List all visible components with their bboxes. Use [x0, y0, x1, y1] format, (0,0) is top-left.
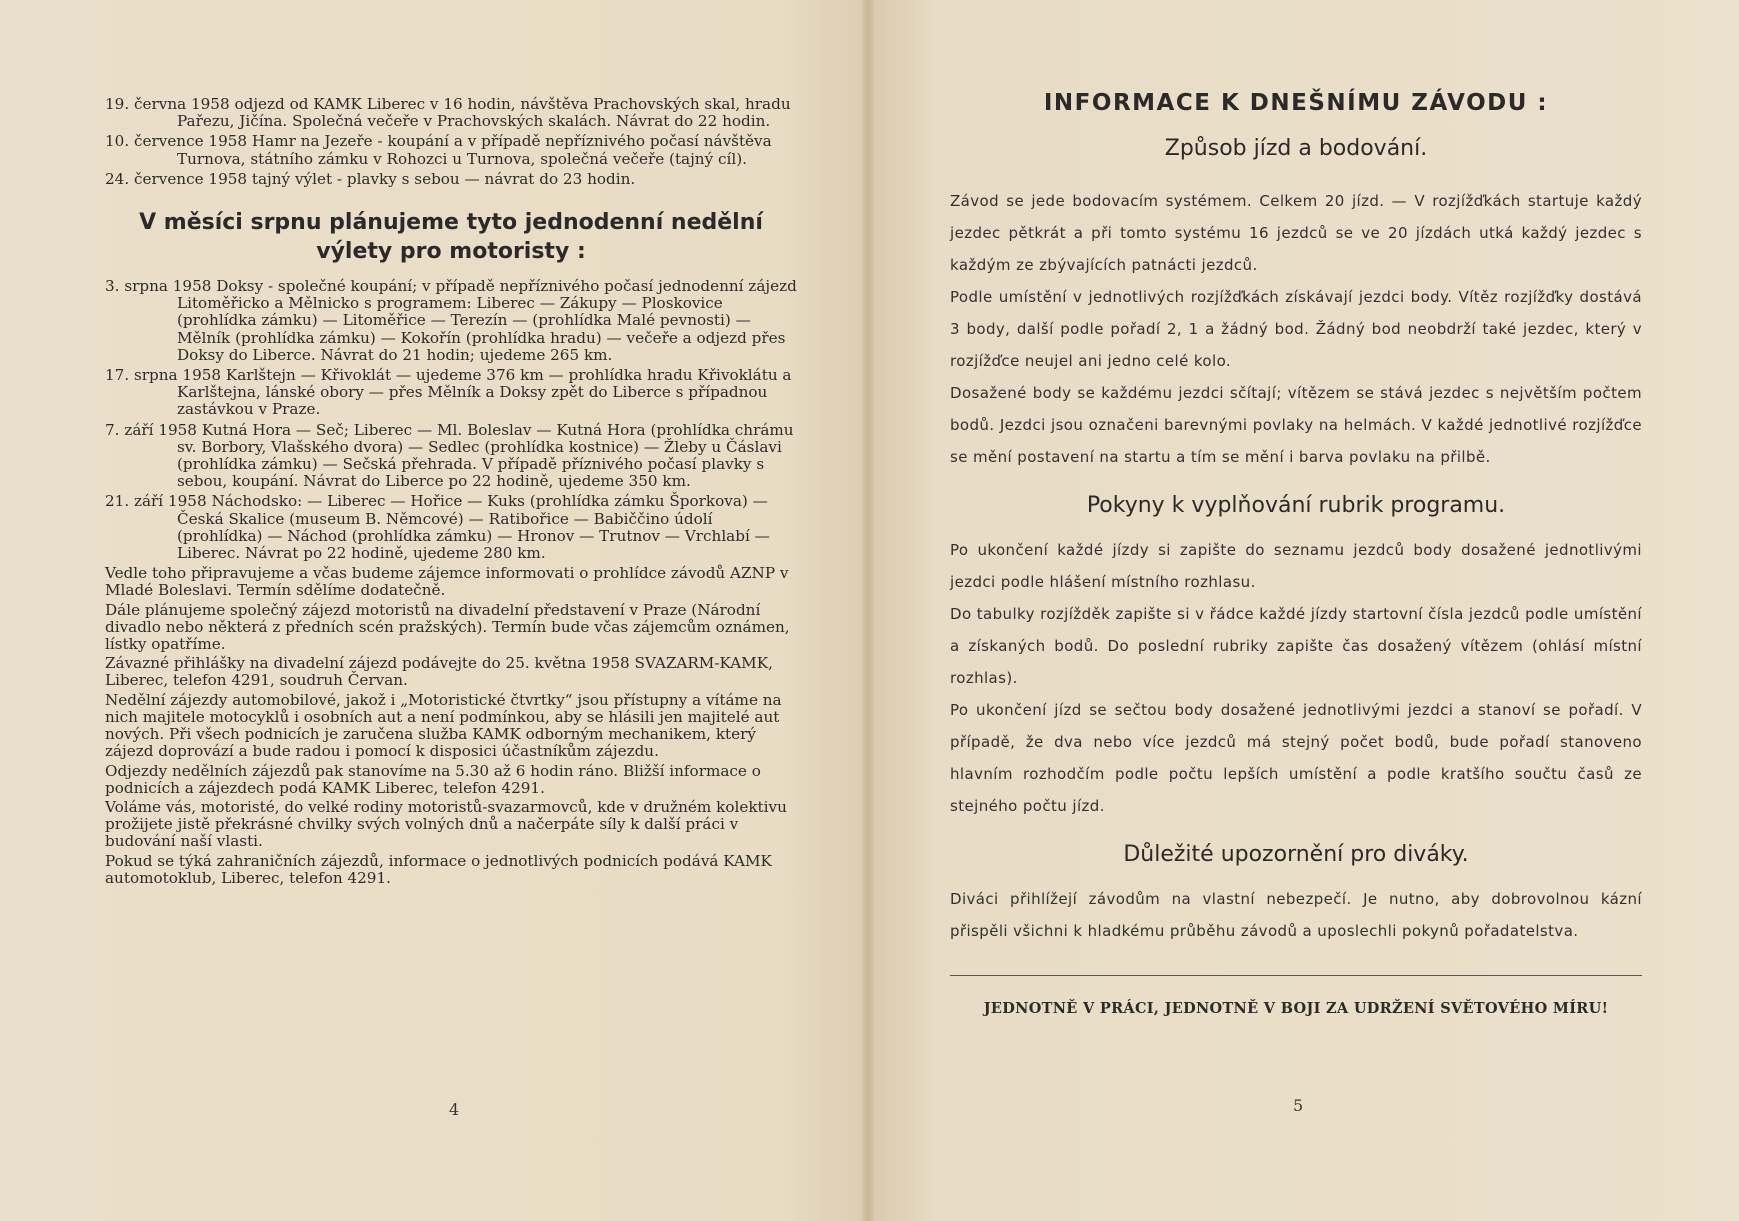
august-trips-heading: V měsíci srpnu plánujeme tyto jednodenní nedělní výlety pro motoristy :: [139, 210, 763, 265]
trip-item: 7. září 1958 Kutná Hora — Seč; Liberec — Ml. Boleslav — Kutná Hora (prohlídka chrámu sv. Borbory, Vlašského dvora) — Sedlec (prohlídka kostnice) — Žleby u Čáslavi (prohlídka zámku) — Sečská přehrada. V případě příznivého počasí plavky s sebou, koupání. Návrat do Liberce po 22 hodině, ujedeme 350 km.: [105, 420, 794, 491]
trip-item: 24. července 1958 tajný výlet - plavky s sebou — návrat do 23 hodin.: [105, 169, 636, 188]
right-page-content: [950, 90, 1642, 1017]
instructions-paragraph: Do tabulky rozjížděk zapište si v řádce každé jízdy startovní čísla jezdců podle umístění a získaných bodů. Do poslední rubriky zapište čas dosažený vítězem (ohlásí místní rozhlas).: [950, 605, 1642, 687]
trip-item: 17. srpna 1958 Karlštejn — Křivoklát — ujedeme 376 km — prohlídka hradu Křivoklátu a Karlštejna, lánské obory — přes Mělník a Doksy zpět do Liberce s případnou zastávkou v Praze.: [105, 366, 792, 419]
trip-item: 21. září 1958 Náchodsko: — Liberec — Hořice — Kuks (prohlídka zámku Šporkova) — Česká Skalice (museum B. Němcové) — Ratibořice — Babiččino údolí (prohlídka) — Náchod (prohlídka zámku) — Hronov — Trutnov — Vrchlabí — Liberec. Návrat po 22 hodině, ujedeme 280 km.: [105, 492, 770, 563]
section-heading-scoring: Způsob jízd a bodování.: [1164, 136, 1428, 161]
trip-item: 19. června 1958 odjezd od KAMK Liberec v 16 hodin, návštěva Prachovských skal, hradu Pařezu, Jičína. Společná večeře v Prachovských skalách. Návrat do 22 hodin.: [105, 95, 791, 131]
instructions-paragraph: Po ukončení každé jízdy si zapište do seznamu jezdců body dosažené jednotlivými jezdci podle hlášení místního rozhlasu.: [950, 541, 1642, 591]
section-heading-instructions: Pokyny k vyplňování rubrik programu.: [1086, 493, 1506, 518]
race-info-title: INFORMACE K DNEŠNÍMU ZÁVODU :: [1043, 90, 1549, 116]
info-paragraph: Voláme vás, motoristé, do velké rodiny motoristů-svazarmovců, kde v družném kolektivu prožijete jistě překrásné chvilky svých volných dnů a načerpáte síly k další práci v budování naší vlasti.: [105, 797, 787, 851]
section-heading-spectators: Důležité upozornění pro diváky.: [1123, 842, 1469, 867]
left-page-content: [105, 96, 797, 889]
scoring-paragraph: Závod se jede bodovacím systémem. Celkem 20 jízd. — V rozjížďkách startuje každý jezdec pětkrát a při tomto systému 16 jezdců se ve 20 jízdách utká každý jezdec s každým ze zbývajících patnácti jezdců.: [950, 192, 1642, 274]
info-paragraph: Dále plánujeme společný zájezd motoristů na divadelní představení v Praze (Národní divadlo nebo některá z předních scén pražských). Termín bude včas zájemcům oznámen, lístky opatříme.: [105, 600, 790, 654]
scoring-paragraph: Podle umístění v jednotlivých rozjížďkách získávají jezdci body. Vítěz rozjížďky dostává 3 body, další podle pořadí 2, 1 a žádný bod. Žádný bod neobdrží také jezdec, který v rozjížďce neujel ani jedno celé kolo.: [950, 288, 1642, 370]
page-number-left: 4: [449, 1100, 460, 1119]
instructions-paragraph: Po ukončení jízd se sečtou body dosažené jednotlivými jezdci a stanoví se pořadí. V případě, že dva nebo více jezdců má stejný počet bodů, bude pořadí stanoveno hlavním rozhodčím podle počtu lepších umístění a podle kratšího součtu časů ze stejného počtu jízd.: [950, 701, 1642, 815]
info-paragraph: Závazné přihlášky na divadelní zájezd podávejte do 25. května 1958 SVAZARM-KAMK, Liberec, telefon 4291, soudruh Červan.: [105, 654, 773, 690]
page-number-right: 5: [1293, 1096, 1304, 1115]
trip-item: 10. července 1958 Hamr na Jezeře - koupání a v případě nepříznivého počasí návštěva Turnova, státního zámku v Rohozci u Turnova, společná večeře (tajný cíl).: [105, 132, 772, 168]
info-paragraph: Vedle toho připravujeme a včas budeme zájemce informovati o prohlídce závodů AZNP v Mladé Boleslavi. Termín sdělíme dodatečně.: [105, 564, 789, 600]
trip-item: 3. srpna 1958 Doksy - společné koupání; v případě nepříznivého počasí jednodenní zájezd Litoměřicko a Mělnicko s programem: Liberec — Zákupy — Ploskovice (prohlídka zámku) — Litoměřice — Terezín — (prohlídka Malé pevnosti) — Mělník (prohlídka zámku) — Kokořín (prohlídka hradu) — večeře a odjezd přes Doksy do Liberce. Návrat do 21 hodin; ujedeme 265 km.: [105, 277, 797, 364]
spectators-paragraph: Diváci přihlížejí závodům na vlastní nebezpečí. Je nutno, aby dobrovolnou kázní přispěli všichni k hladkému průběhu závodů a uposlechli pokynů pořadatelstva.: [950, 890, 1642, 940]
scoring-paragraph: Dosažené body se každému jezdci sčítají; vítězem se stává jezdec s největším počtem bodů. Jezdci jsou označeni barevnými povlaky na helmách. V každé jednotlivé rozjížďce se mění postavení na startu a tím se mění i barva povlaku na přilbě.: [950, 384, 1642, 466]
slogan: JEDNOTNĚ V PRÁCI, JEDNOTNĚ V BOJI ZA UDRŽENÍ SVĚTOVÉHO MÍRU!: [983, 1000, 1609, 1017]
divider-line: [950, 975, 1642, 976]
book-gutter: [862, 0, 874, 1221]
info-paragraph: Pokud se týká zahraničních zájezdů, informace o jednotlivých podnicích podává KAMK automotoklub, Liberec, telefon 4291.: [105, 851, 772, 887]
info-paragraph: Odjezdy nedělních zájezdů pak stanovíme na 5.30 až 6 hodin ráno. Bližší informace o podnicích a zájezdech podá KAMK Liberec, telefon 4291.: [105, 761, 761, 797]
info-paragraph: Nedělní zájezdy automobilové, jakož i „Motoristické čtvrtky“ jsou přístupny a vítáme na nich majitele motocyklů i osobních aut a není podmínkou, aby se hlásili jen majitelé aut nových. Při všech podnicích je zaručena služba KAMK odborným mechanikem, který zájezd doprovází a bude radou i pomocí k disposici účastníkům zájezdu.: [105, 690, 782, 761]
